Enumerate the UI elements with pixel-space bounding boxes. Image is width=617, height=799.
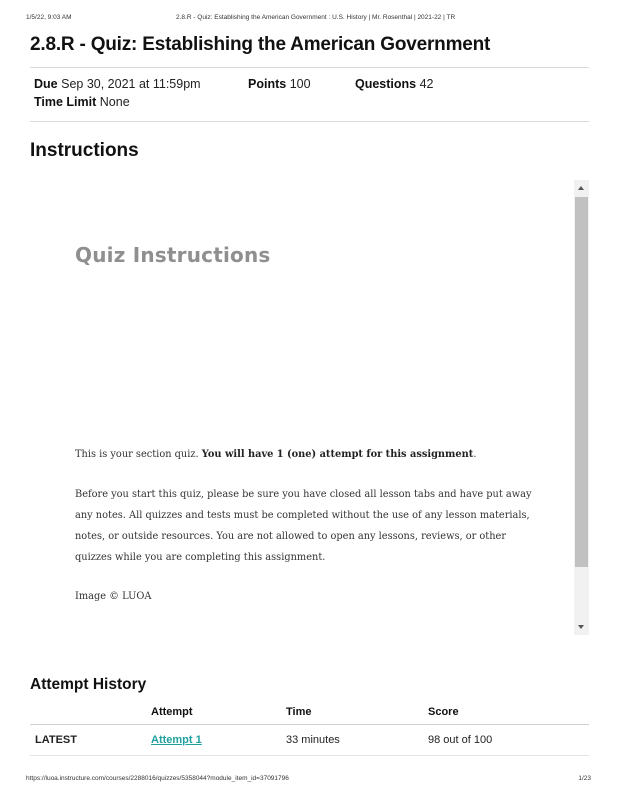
attempt-notice-bold: You will have 1 (one) attempt for this assignment bbox=[201, 449, 474, 460]
time-limit bbox=[34, 95, 130, 109]
image-credit: Image © LUOA bbox=[75, 591, 152, 602]
instructions-frame bbox=[30, 180, 590, 635]
scroll-up-icon[interactable] bbox=[578, 186, 584, 190]
scroll-thumb[interactable] bbox=[575, 197, 588, 567]
print-page-title: 2.8.R - Quiz: Establishing the American Government : U.S. History | Mr. Rosenthal | 2021-22 | TR bbox=[176, 14, 456, 21]
print-date: 1/5/22, 9:03 AM bbox=[26, 14, 72, 21]
print-page-number: 1/23 bbox=[578, 775, 591, 782]
table-row bbox=[30, 725, 589, 756]
column-header: Score bbox=[428, 705, 589, 725]
questions-value: 42 bbox=[419, 77, 434, 91]
time-cell: 33 minutes bbox=[286, 725, 428, 756]
score-cell: 98 out of 100 bbox=[428, 725, 589, 756]
attempt-1-link[interactable]: Attempt 1 bbox=[151, 734, 202, 746]
column-header: Time bbox=[286, 705, 428, 725]
attempt-notice-text: This is your section quiz. bbox=[75, 449, 202, 460]
latest-label: LATEST bbox=[30, 725, 151, 756]
attempt-notice bbox=[75, 444, 545, 465]
divider bbox=[30, 121, 589, 122]
column-header: Attempt bbox=[151, 705, 286, 725]
time-limit-label: Time Limit bbox=[34, 95, 97, 109]
instructions-body: Before you start this quiz, please be sure you have closed all lesson tabs and have put away any notes. All quizzes and tests must be completed without the use of any lesson materials, notes, or outside resources. You are not allowed to open any lessons, reviews, or other quizzes while you are completing this assignment. bbox=[75, 489, 532, 563]
scroll-down-icon[interactable] bbox=[578, 625, 584, 629]
time-limit-value: None bbox=[99, 95, 130, 109]
divider bbox=[30, 67, 589, 68]
attempt-history-table bbox=[30, 705, 589, 756]
points-label: Points bbox=[248, 77, 287, 91]
attempt-cell bbox=[151, 725, 286, 756]
due-value: Sep 30, 2021 at 11:59pm bbox=[61, 77, 201, 91]
questions-label: Questions bbox=[355, 77, 417, 91]
print-url: https://luoa.instructure.com/courses/2288016/quizzes/5358044?module_item_id=37091796 bbox=[26, 775, 289, 782]
column-header bbox=[30, 705, 151, 725]
due-date bbox=[34, 77, 201, 91]
attempt-history-title: Attempt History bbox=[30, 676, 147, 693]
questions bbox=[355, 77, 434, 91]
instructions-scrollbar[interactable] bbox=[574, 180, 589, 635]
points bbox=[248, 77, 311, 91]
due-label: Due bbox=[34, 77, 58, 91]
instructions-title: Instructions bbox=[30, 140, 139, 161]
points-value: 100 bbox=[289, 77, 311, 91]
table-header-row bbox=[30, 705, 589, 725]
attempt-notice-end: . bbox=[473, 449, 477, 460]
page-title: 2.8.R - Quiz: Establishing the American Government bbox=[30, 34, 491, 55]
quiz-instructions-heading: Quiz Instructions bbox=[75, 243, 271, 267]
